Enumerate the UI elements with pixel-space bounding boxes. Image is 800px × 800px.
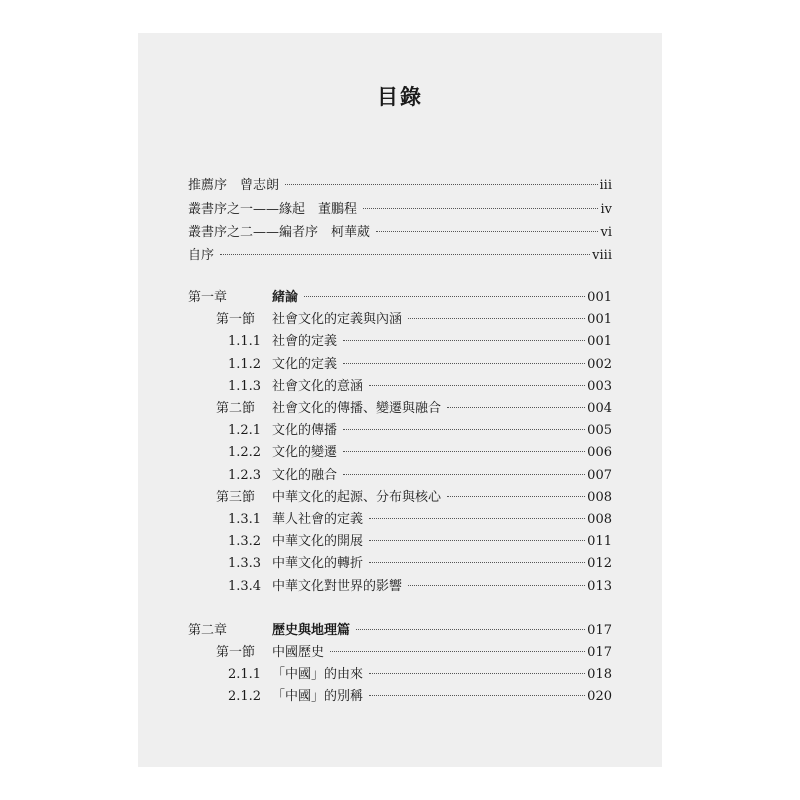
page-number: viii [592, 248, 612, 263]
dot-leader [369, 562, 585, 563]
entry-number: 第二節 [216, 401, 256, 416]
sub-entry[interactable] [188, 687, 612, 707]
sub-entry[interactable] [188, 577, 612, 597]
entry-title: 文化的變遷 [272, 445, 338, 460]
page-number: 007 [587, 468, 612, 483]
entry-title: 「中國」的由來 [272, 667, 364, 682]
sub-entry[interactable] [188, 510, 612, 530]
section-entry[interactable] [188, 488, 612, 508]
entry-number: 2.1.1 [228, 667, 262, 682]
dot-leader [408, 318, 585, 319]
page-number: vi [600, 225, 612, 240]
page-number: 020 [587, 689, 612, 704]
entry-title: 推薦序 曾志朗 [188, 178, 280, 193]
entry-number: 1.1.3 [228, 379, 262, 394]
page-number: 008 [587, 512, 612, 527]
entry-title: 緒論 [272, 290, 299, 305]
front-matter-entry[interactable] [188, 223, 612, 243]
page-number: iv [600, 202, 612, 217]
page-number: 017 [587, 645, 612, 660]
dot-leader [369, 673, 585, 674]
page-number: 005 [587, 423, 612, 438]
dot-leader [285, 184, 598, 185]
entry-number: 1.3.3 [228, 556, 262, 571]
page-number: 008 [587, 490, 612, 505]
page-number: 001 [587, 334, 612, 349]
entry-number: 1.2.3 [228, 468, 262, 483]
entry-title: 華人社會的定義 [272, 512, 364, 527]
page-title: 目錄 [377, 85, 423, 109]
entry-title: 社會文化的傳播、變遷與融合 [272, 401, 442, 416]
chapter-entry[interactable] [188, 621, 612, 641]
entry-number: 1.1.2 [228, 357, 262, 372]
section-entry[interactable] [188, 399, 612, 419]
dot-leader [447, 496, 585, 497]
dot-leader [363, 208, 598, 209]
sub-entry[interactable] [188, 377, 612, 397]
entry-number: 第三節 [216, 490, 256, 505]
front-matter-entry[interactable] [188, 200, 612, 220]
page-number: 003 [587, 379, 612, 394]
dot-leader [369, 385, 585, 386]
entry-title: 中華文化對世界的影響 [272, 579, 403, 594]
page-number: 001 [587, 312, 612, 327]
dot-leader [220, 254, 590, 255]
dot-leader [304, 296, 585, 297]
dot-leader [356, 629, 585, 630]
dot-leader [408, 585, 585, 586]
sub-entry[interactable] [188, 421, 612, 441]
dot-leader [343, 474, 585, 475]
page-number: 011 [587, 534, 612, 549]
sub-entry[interactable] [188, 665, 612, 685]
page-number: iii [599, 178, 612, 193]
entry-number: 1.3.2 [228, 534, 262, 549]
entry-title: 文化的定義 [272, 357, 338, 372]
sub-entry[interactable] [188, 332, 612, 352]
dot-leader [330, 651, 585, 652]
sub-entry[interactable] [188, 466, 612, 486]
entry-title: 社會的定義 [272, 334, 338, 349]
dot-leader [343, 340, 585, 341]
page-number: 002 [587, 357, 612, 372]
entry-number: 第一節 [216, 312, 256, 327]
entry-title: 中國歷史 [272, 645, 325, 660]
entry-title: 叢書序之二——編者序 柯華葳 [188, 225, 371, 240]
chapter-entry[interactable] [188, 288, 612, 308]
page-number: 013 [587, 579, 612, 594]
entry-title: 社會文化的意涵 [272, 379, 364, 394]
entry-number: 2.1.2 [228, 689, 262, 704]
page-number: 018 [587, 667, 612, 682]
dot-leader [343, 363, 585, 364]
entry-number: 1.3.1 [228, 512, 262, 527]
page-number: 001 [587, 290, 612, 305]
dot-leader [369, 540, 585, 541]
entry-number: 1.1.1 [228, 334, 262, 349]
book-page [138, 33, 662, 767]
dot-leader [447, 407, 585, 408]
page-number: 004 [587, 401, 612, 416]
entry-title: 中華文化的起源、分布與核心 [272, 490, 442, 505]
entry-title: 文化的融合 [272, 468, 338, 483]
page-number: 006 [587, 445, 612, 460]
sub-entry[interactable] [188, 554, 612, 574]
entry-title: 叢書序之一——緣起 董鵬程 [188, 202, 358, 217]
section-entry[interactable] [188, 643, 612, 663]
page-number: 017 [587, 623, 612, 638]
section-entry[interactable] [188, 310, 612, 330]
front-matter-entry[interactable] [188, 176, 612, 196]
entry-number: 1.3.4 [228, 579, 262, 594]
entry-title: 文化的傳播 [272, 423, 338, 438]
entry-title: 中華文化的開展 [272, 534, 364, 549]
dot-leader [369, 695, 585, 696]
dot-leader [369, 518, 585, 519]
sub-entry[interactable] [188, 443, 612, 463]
entry-title: 歷史與地理篇 [272, 623, 351, 638]
entry-title: 中華文化的轉折 [272, 556, 364, 571]
entry-number: 1.2.1 [228, 423, 262, 438]
entry-number: 第一節 [216, 645, 256, 660]
entry-number: 第一章 [188, 290, 228, 305]
dot-leader [343, 451, 585, 452]
dot-leader [376, 231, 598, 232]
entry-number: 第二章 [188, 623, 228, 638]
entry-title: 社會文化的定義與內涵 [272, 312, 403, 327]
sub-entry[interactable] [188, 355, 612, 375]
front-matter-entry[interactable] [188, 246, 612, 266]
sub-entry[interactable] [188, 532, 612, 552]
entry-number: 1.2.2 [228, 445, 262, 460]
dot-leader [343, 429, 585, 430]
entry-title: 自序 [188, 248, 215, 263]
page-number: 012 [587, 556, 612, 571]
entry-title: 「中國」的別稱 [272, 689, 364, 704]
